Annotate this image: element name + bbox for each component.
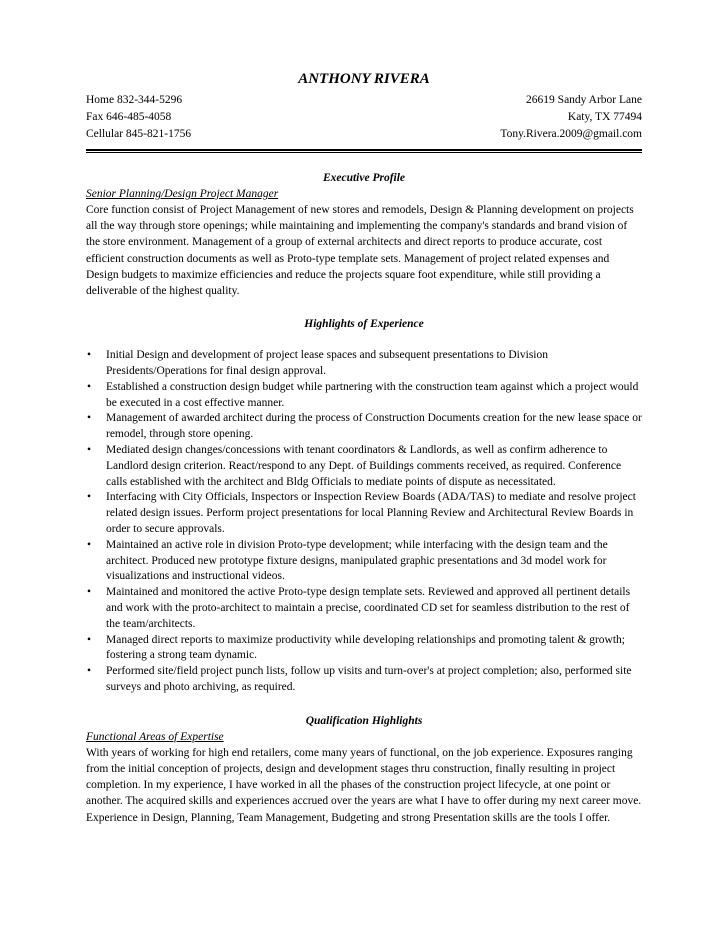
bullet-icon: • — [87, 586, 92, 599]
list-item: • Interfacing with City Officials, Inspectors or Inspection Review Boards (ADA/TAS) to mediate and resolve project related design issues. Perform project presentations for local Planning Review and Architectural Review Boards in order to secure approvals. — [87, 491, 636, 535]
list-item: • Performed site/field project punch lists, follow up visits and turn-over's at project completion; also, performed site surveys and photo archiving, as required. — [87, 665, 632, 693]
list-item: • Mediated design changes/concessions with tenant coordinators & Landlords, as well as confirm adherence to Landlord design criterion. React/respond to any Dept. of Buildings comments received, as required. Conference calls established with the architect and Bldg Officials to mediate points of dispute as necessitated. — [87, 444, 622, 488]
bullet-icon: • — [87, 538, 92, 551]
resume-page — [86, 70, 642, 826]
fax-number: Fax 646-485-4058 — [86, 111, 172, 123]
highlights-heading: Highlights of Experience — [304, 318, 424, 331]
list-item: • Management of awarded architect during the process of Construction Documents creation for the new lease space or remodel, through store opening. — [87, 412, 642, 441]
bullet-icon: • — [87, 491, 92, 504]
executive-profile-heading: Executive Profile — [322, 172, 406, 184]
qualification-subheading: Functional Areas of Expertise — [86, 730, 224, 743]
qualification-heading: Qualification Highlights — [305, 714, 423, 727]
bullet-icon: • — [87, 380, 92, 393]
executive-profile-text: Core function consist of Project Management of new stores and remodels, Design & Planning development on projects all the way through store openings; while maintaining and implementing the company's standards and brand vision of the store environment. Management of a group of external architects and direct reports to produce accurate, cost efficient construction documents as well as Proto-type template sets. Management of project related expenses and Design budgets to maximize efficiencies and reduce the projects square foot expenditure, while still providing a deliverable of the highest quality. — [86, 204, 634, 298]
list-item: • Managed direct reports to maximize productivity while developing relationships and promoting talent & growth; fostering a strong team dynamic. — [87, 633, 625, 662]
qualification-text: With years of working for high end retailers, come many years of functional, on the job experience. Exposures ranging from the initial conception of projects, design and development stages thru construction, finally resulting in project completion. In my experience, I have worked in all the phases of the construction project lifecycle, at one point or another. The acquired skills and experiences accrued over the years are what I have to offer during my next career move. Experience in Design, Planning, Team Management, Budgeting and strong Presentation skills are the tools I offer. — [86, 746, 642, 824]
bullet-icon: • — [87, 444, 92, 456]
cell-phone: Cellular 845-821-1756 — [86, 128, 192, 140]
list-item: • Established a construction design budget while partnering with the construction team against which a project would be executed in a cost effective manner. — [87, 380, 639, 409]
contact-right — [500, 92, 642, 143]
contact-left — [86, 92, 191, 143]
executive-profile-subheading: Senior Planning/Design Project Manager — [86, 188, 279, 200]
home-phone: Home 832-344-5296 — [86, 94, 183, 106]
contact-block — [86, 92, 642, 143]
list-item: • Maintained an active role in division Proto-type development; while interfacing with the design team and the architect. Produced new prototype fixture designs, manipulated graphic presentations and 3d model work for visualizations and instructional videos. — [87, 538, 608, 583]
bullet-icon: • — [87, 633, 92, 646]
header-divider — [86, 149, 642, 153]
bullet-icon: • — [87, 665, 92, 678]
city-state-zip: Katy, TX 77494 — [567, 111, 642, 123]
bullet-icon: • — [87, 412, 92, 425]
list-item: • Initial Design and development of project lease spaces and subsequent presentations to Division Presidents/Operations for final design approval. — [87, 349, 548, 378]
candidate-name: ANTHONY RIVERA — [298, 71, 430, 87]
email-address: Tony.Rivera.2009@gmail.com — [500, 128, 642, 140]
list-item: • Maintained and monitored the active Proto-type design template sets. Reviewed and approved all pertinent details and work with the proto-architect to maintain a precise, coordinated CD set for seamless distribution to the rest of the team/architects. — [87, 586, 631, 630]
bullet-icon: • — [87, 349, 92, 362]
street-address: 26619 Sandy Arbor Lane — [526, 94, 642, 106]
highlights-list — [86, 348, 642, 696]
